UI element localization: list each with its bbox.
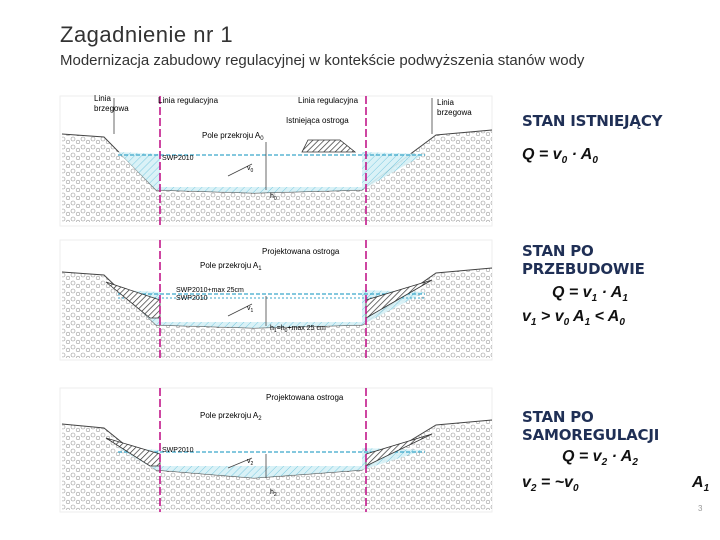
left-bank-label-2: brzegowa [94, 104, 129, 113]
left-reg-label: Linia regulacyjna [158, 96, 219, 105]
depth-label: $h_1=h_0+\max$ 25 cm [270, 325, 326, 334]
formula-selfreg-velocity: $v_2$ = $\sim v_0$ [522, 474, 579, 495]
left-bank-label: Linia [94, 94, 111, 103]
right-reg-label: Linia regulacyjna [298, 96, 359, 105]
diagram-rebuilt [60, 240, 492, 360]
formula-selfreg: $Q = v_2 \cdot A_2$ [562, 448, 638, 469]
area-label: Pole przekroju $A_0$ [202, 131, 264, 142]
depth-label: $h_0$ [270, 193, 277, 202]
page-number: 3 [698, 504, 703, 513]
area-label: Pole przekroju $A_1$ [200, 261, 262, 272]
level1-label: SWP2010+max 25cm [176, 287, 244, 294]
formula-rebuilt: $Q = v_1 \cdot A_1$ [552, 284, 628, 305]
state-existing: STAN ISTNIEJĄCY [522, 112, 663, 130]
state-rebuilt: STAN PO PRZEBUDOWIE [522, 242, 645, 278]
diagram-existing [60, 94, 492, 226]
page-subtitle: Modernizacja zabudowy regulacyjnej w kontekście podwyższenia stanów wody [60, 52, 585, 69]
diagram-selfreg [60, 388, 492, 512]
right-bank-label-2: brzegowa [437, 108, 472, 117]
velocity-label: $v_2$ [247, 458, 254, 467]
page-title: Zagadnienie nr 1 [60, 22, 234, 47]
level-label: SWP2010 [162, 447, 194, 454]
velocity-label: $v_0$ [247, 165, 254, 174]
level-label: SWP2010 [162, 155, 194, 162]
groyne-label: Projektowana ostroga [262, 247, 340, 256]
groyne-label: Istniejąca ostroga [286, 116, 349, 125]
groyne-label: Projektowana ostroga [266, 393, 344, 402]
level2-label: SWP2010 [176, 295, 208, 302]
formula-selfreg-area: $A_1$ [692, 474, 710, 495]
area-label: Pole przekroju $A_2$ [200, 411, 262, 422]
formula-existing: $Q = v_0 \cdot A_0$ [522, 146, 598, 167]
depth-label: $h_2$ [270, 489, 277, 498]
velocity-label: $v_1$ [247, 305, 254, 314]
right-bank-label: Linia [437, 98, 454, 107]
formula-rebuilt-comparison: $v_1 > v_0$ $A_1 < A_0$ [522, 308, 625, 329]
state-selfreg: STAN PO SAMOREGULACJI [522, 408, 660, 444]
